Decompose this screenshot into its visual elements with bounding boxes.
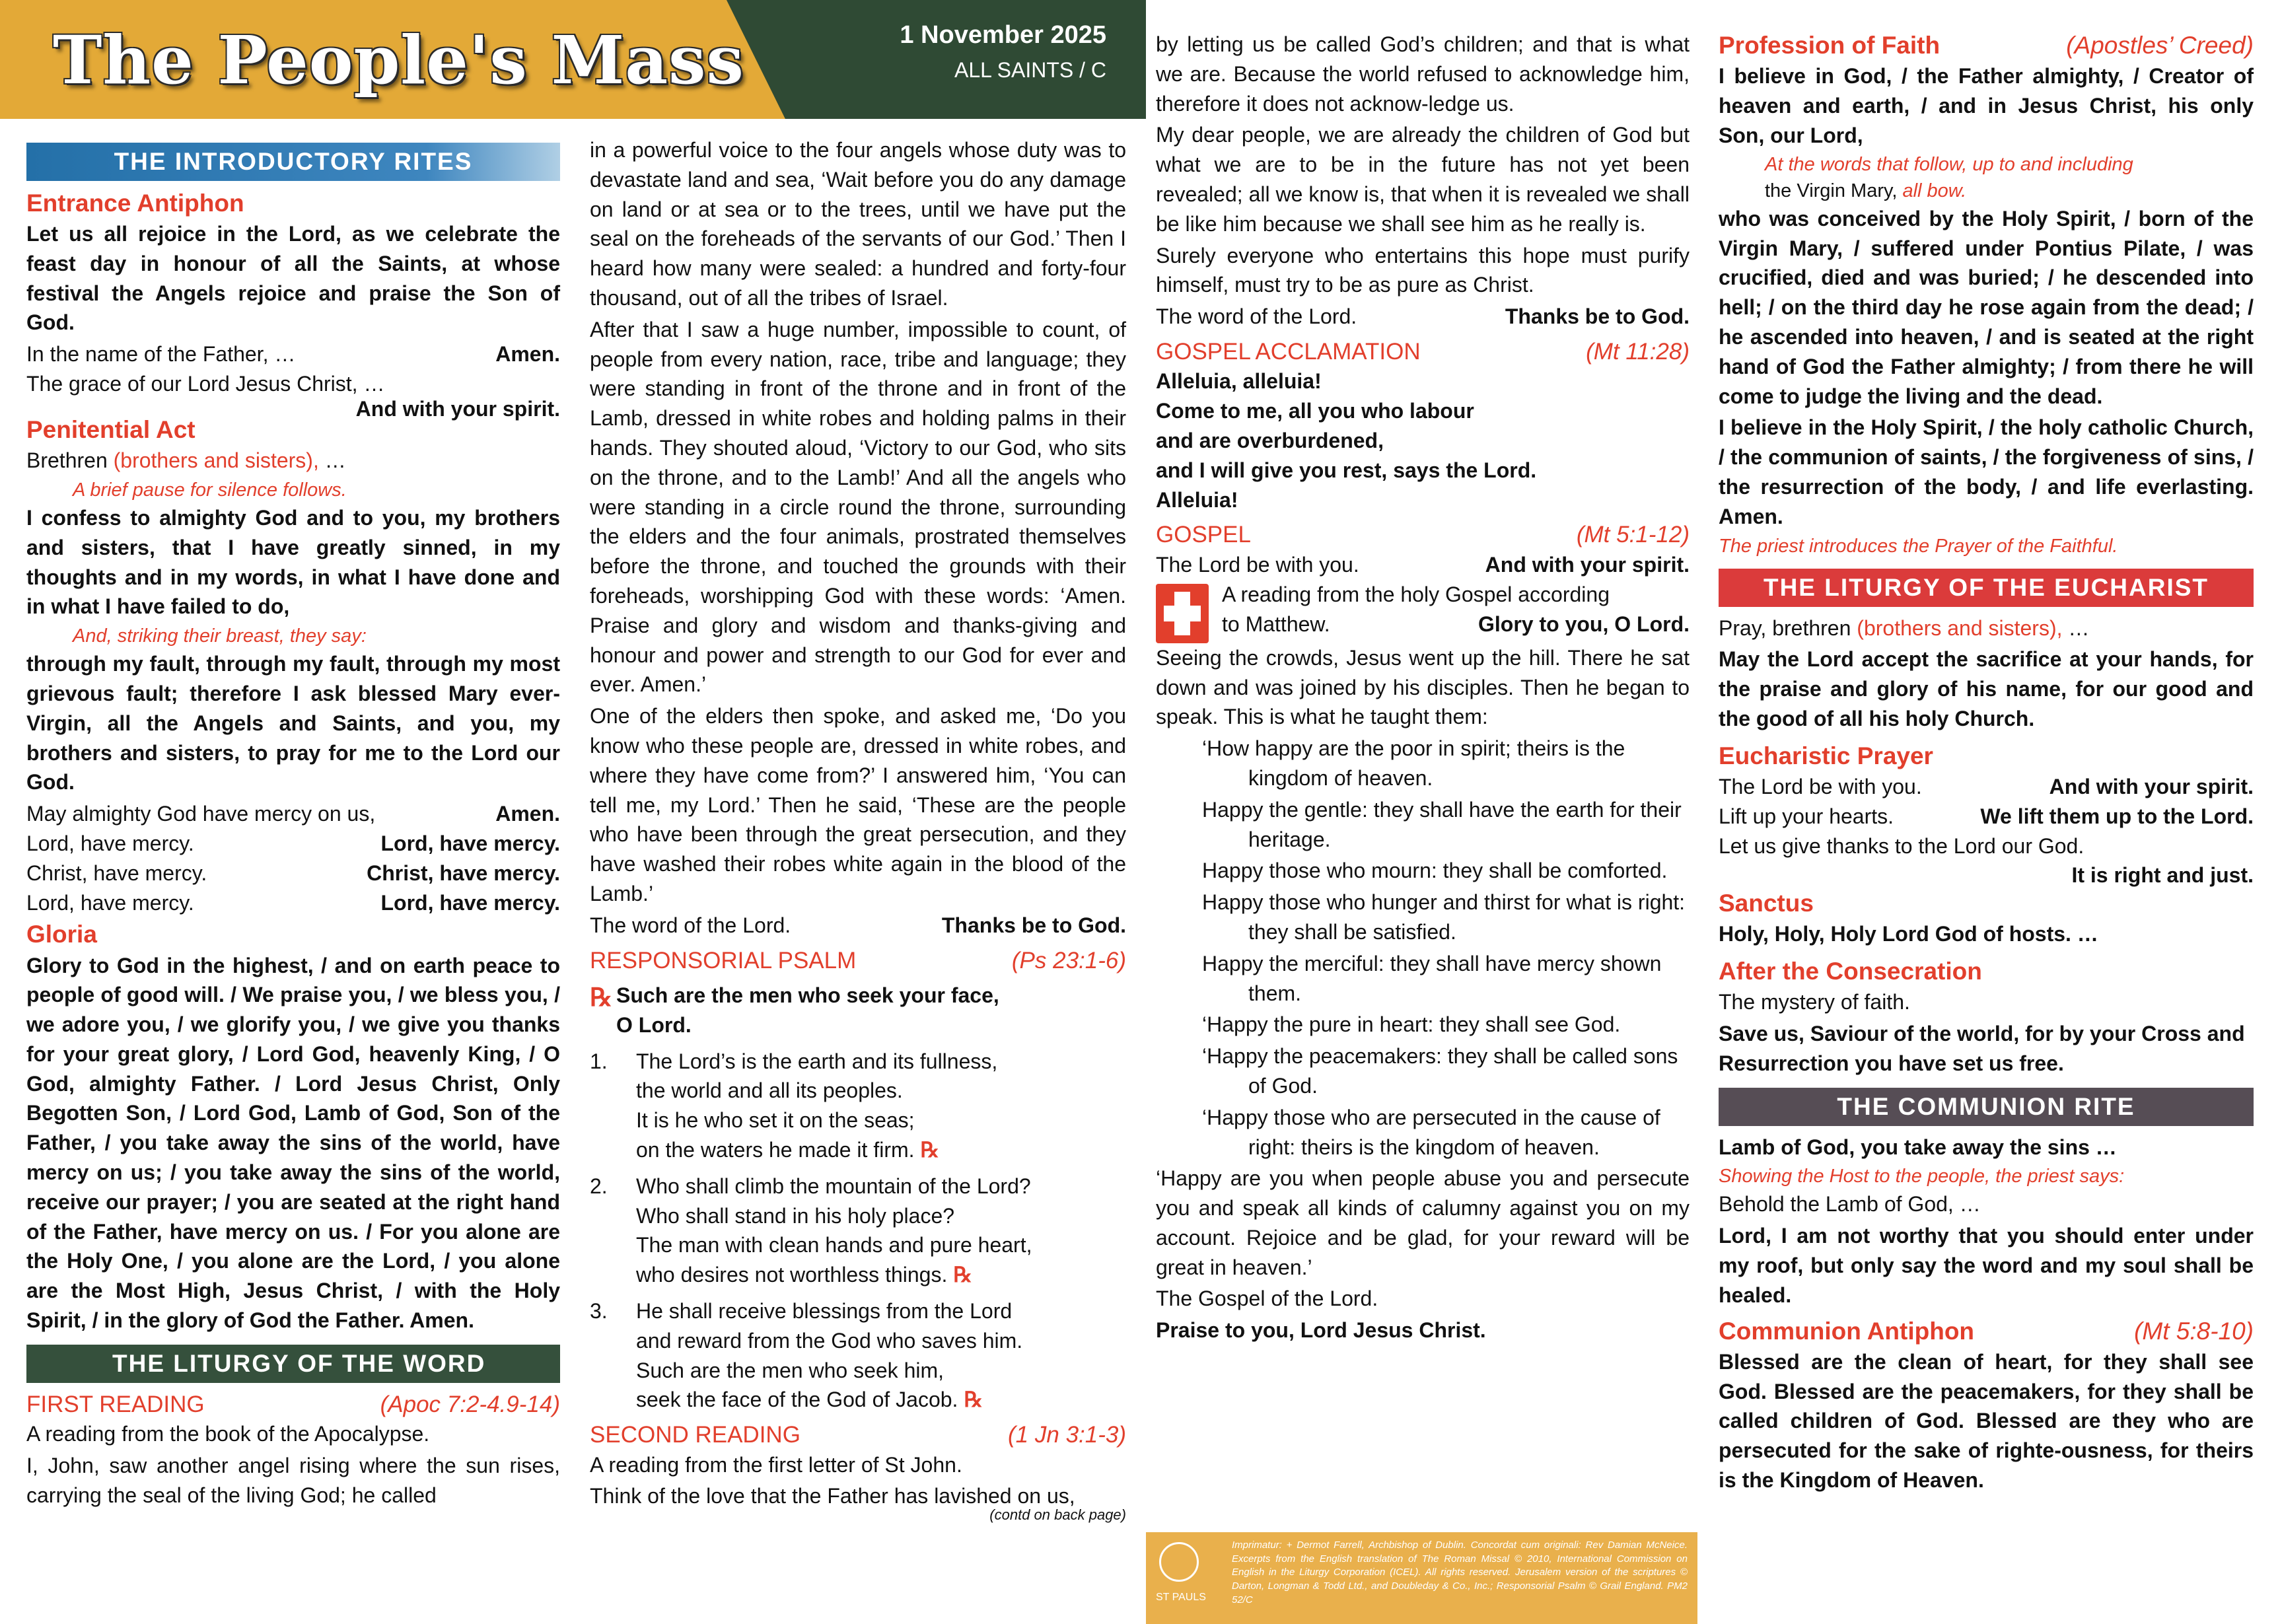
bow-instruction: At the words that follow, up to and including: [1765, 154, 2133, 176]
behold-lamb: Behold the Lamb of God, …: [1719, 1192, 1981, 1217]
entrance-antiphon-text: Let us all rejoice in the Lord, as we celebrate the feast day in honour of all the Saints, at whose festival the Angels rejoice and praise the Son of God.: [26, 222, 560, 335]
gospel-text-1: Seeing the crowds, Jesus went up the hill. There he sat down and was joined by his disciples. Then he began to speak. This is what he taught them:: [1156, 645, 1690, 729]
preface-dialogue-2: [1719, 802, 2254, 831]
response-line-2: O Lord.: [616, 1012, 692, 1037]
response-line-1: Such are the men who seek your face,: [616, 983, 999, 1008]
creed-part-1: I believe in God, / the Father almighty, / Creator of heaven and earth, / and in Jesus Christ, his only Son, our Lord,: [1719, 64, 2254, 147]
eucharistic-prayer-title: Eucharistic Prayer: [1719, 742, 1933, 769]
acclamation-line: Alleluia, alleluia!: [1156, 369, 1322, 394]
first-reading-cont-2: After that I saw a huge number, impossible to count, of people from every nation, race, tribe and language; they were standing in front of the throne and in front of the Lamb, dressed in white robes and holding palms in their hands. They shouted aloud, ‘Victory to our God, who sits on the throne, and to the Lamb!’ And all the angels who were standing in a circle round the throne, surrounding the elders and the four animals, prostrated themselves before the throne, and touched the grounds with their foreheads, worshipping God with these words: ‘Amen. Praise and glory and wisdom and thanks-giving and honour and power and strength to our God for ever and ever. Amen.’: [590, 317, 1126, 697]
second-reading-end-row: [1156, 302, 1690, 332]
gospel-announce-text: [1222, 580, 1690, 643]
amen-response: Amen.: [495, 342, 560, 367]
second-reading-ref: (1 Jn 3:1-3): [1008, 1422, 1126, 1448]
column-3: [1156, 30, 1690, 1347]
first-reading-end-row: [590, 911, 1126, 940]
sanctus-title: Sanctus: [1719, 890, 1814, 917]
absolution: May almighty God have mercy on us,: [26, 802, 376, 826]
profession-ref: (Apostles’ Creed): [2066, 32, 2254, 59]
beatitude: ‘Happy those who are persecuted in the cause of right: theirs is the kingdom of heaven.: [1202, 1105, 1660, 1159]
lift-up-hearts: Lift up your hearts.: [1719, 804, 1894, 828]
second-reading-cont-3: Surely everyone who entertains this hope must purify himself, must try to be as pure as Christ.: [1156, 243, 1690, 297]
reading-from: A reading from the holy Gospel according: [1222, 582, 1610, 606]
verse-line: Who shall climb the mountain of the Lord?: [636, 1174, 1031, 1198]
communion-antiphon-ref: (Mt 5:8-10): [2134, 1317, 2254, 1345]
second-reading-heading: [590, 1420, 1126, 1450]
response-symbol: ℞: [953, 1263, 972, 1287]
communion-antiphon-title: Communion Antiphon: [1719, 1317, 1975, 1345]
lord-be-with-you: The Lord be with you.: [1719, 774, 1922, 798]
gospel-announce: [1156, 580, 1690, 643]
psalm-verse-2: [590, 1172, 1126, 1290]
kyrie-row-1: [26, 829, 560, 859]
psalm-verse-1: [590, 1047, 1126, 1165]
profession-heading: [1719, 30, 2254, 61]
penitential-act-title: Penitential Act: [26, 415, 196, 443]
first-reading-intro: A reading from the book of the Apocalypse.: [26, 1422, 430, 1446]
verse-line: and reward from the God who saves him.: [636, 1328, 1023, 1353]
verse-lines: [636, 1172, 1032, 1290]
greeting: The grace of our Lord Jesus Christ, …: [26, 372, 385, 396]
word-of-the-lord: The word of the Lord.: [1156, 304, 1357, 329]
verse-number: 2.: [590, 1174, 608, 1198]
continued-note: (contd on back page): [989, 1506, 1126, 1524]
pray-ellipsis: …: [2062, 616, 2090, 640]
masthead-title: The People's Mass: [53, 21, 744, 99]
header-feast: ALL SAINTS / C: [954, 58, 1106, 82]
first-reading-title: FIRST READING: [26, 1391, 205, 1417]
cross-icon: [1156, 584, 1209, 643]
kyrie-2: Lord, have mercy.: [26, 890, 194, 915]
psalm-response: [590, 981, 1126, 1040]
christe: Christ, have mercy.: [26, 861, 207, 885]
sign-of-cross: In the name of the Father, …: [26, 342, 296, 367]
gloria-title: Gloria: [26, 921, 97, 948]
verse-line: [636, 1135, 997, 1165]
verse-lines: [636, 1296, 1022, 1415]
header-date: 1 November 2025: [900, 21, 1106, 49]
verse-line-text: seek the face of the God of Jacob.: [636, 1388, 958, 1412]
verse-line: It is he who set it on the seas;: [636, 1108, 915, 1133]
st-pauls-logo-icon: [1159, 1542, 1199, 1582]
beatitude: ‘Happy the pure in heart: they shall see God.: [1202, 1012, 1621, 1037]
acclamation-line: and are overburdened,: [1156, 429, 1384, 453]
greeting-response: And with your spirit.: [355, 396, 560, 421]
accept-sacrifice: May the Lord accept the sacrifice at your hands, for the praise and glory of his name, for our good and the good of all his holy Church.: [1719, 647, 2254, 731]
verse-line: Who shall stand in his holy place?: [636, 1203, 955, 1228]
communion-antiphon-heading: [1719, 1316, 2254, 1347]
response-symbol: ℞: [590, 984, 613, 1012]
gospel-of-the-lord: The Gospel of the Lord.: [1156, 1287, 1378, 1311]
verse-line-text: on the waters he made it firm.: [636, 1138, 915, 1162]
acclamation-text: [1156, 367, 1690, 514]
verse-line: the world and all its peoples.: [636, 1078, 903, 1103]
and-with-your-spirit: And with your spirit.: [1485, 552, 1690, 577]
rubric-striking: And, striking their breast, they say:: [73, 625, 367, 647]
response-symbol: ℞: [964, 1388, 983, 1412]
verse-line: [636, 1385, 1022, 1415]
first-reading-cont-1: in a powerful voice to the four angels whose duty was to devastate land and sea, ‘Wait before you do any damage on land or at sea or to the trees, until we have put the seal on the foreheads of the servants of our God.’ Then I heard how many were sealed: a hundred and forty-four thousand, out of all the tribes of Israel.: [590, 138, 1126, 310]
masthead-banner: [0, 0, 1146, 119]
rubric-pause: A brief pause for silence follows.: [73, 479, 347, 501]
sanctus-text: Holy, Holy, Holy Lord God of hosts. …: [1719, 922, 2098, 946]
kyrie-1: Lord, have mercy.: [26, 831, 194, 856]
communion-antiphon-text: Blessed are the clean of heart, for they shall see God. Blessed are the peacemakers, for they shall be called children of God. Blessed are they who are persecuted for the sake of righte-ousness, for theirs is the Kingdom of Heaven.: [1719, 1349, 2254, 1492]
profession-title: Profession of Faith: [1719, 32, 1941, 59]
acclamation-line: Alleluia!: [1156, 487, 1238, 512]
creed-part-2: who was conceived by the Holy Spirit, / born of the Virgin Mary, / suffered under Pontius Pilate, / was crucified, died and was buried; / he descended into hell; / on the third day he rose again from the dead; / he ascended into heaven, / and is seated at the right hand of God the Father almighty; / from there he will come to judge the living and the dead.: [1719, 206, 2254, 408]
acclamation-line: and I will give you rest, says the Lord.: [1156, 458, 1537, 482]
after-consecration-title: After the Consecration: [1719, 958, 1982, 985]
copyright-footer: [1146, 1532, 1697, 1624]
beatitude: ‘Happy the peacemakers: they shall be called sons of God.: [1202, 1044, 1678, 1098]
rubric-bow: [1719, 152, 2254, 203]
verse-line: Such are the men who seek him,: [636, 1358, 944, 1382]
absolution-amen: Amen.: [495, 802, 560, 826]
confiteor-fault: through my fault, through my fault, through my most grievous fault; therefore I ask blessed Mary ever-Virgin, all the Angels and Saints, and you, my brothers and sisters, to pray for me to the Lord our God.: [26, 652, 560, 794]
bow-virgin-mary: the Virgin Mary,: [1765, 180, 1898, 201]
first-reading-heading: [26, 1390, 560, 1420]
mystery-of-faith: The mystery of faith.: [1719, 990, 1910, 1014]
band-introductory-rites: THE INTRODUCTORY RITES: [26, 143, 560, 181]
second-reading-cont-2: My dear people, we are already the children of God but what we are to be in the future has not yet been revealed; all we know is, that when it is revealed we shall be like him because we shall see him as he really is.: [1156, 123, 1690, 236]
according-row: [1222, 610, 1690, 639]
brethren-line: [26, 446, 560, 476]
christe-row: [26, 859, 560, 888]
gloria-text: Glory to God in the highest, / and on earth peace to people of good will. / We praise you, / we bless you, / we adore you, / we glorify you, / we give you thanks for your great glory, / Lord God, heavenly King, / O God, almighty Father. / Lord Jesus Christ, Only Begotten Son, / Lord God, Lamb of God, Son of the Father, / you take away the sins of the world, have mercy on us; / you take away the sins of the world, receive our prayer; / you are seated at the right hand of the Father, have mercy on us. / For you alone are the Holy One, / you alone are the Lord, / you alone are the Most High, Jesus Christ, / with the Holy Spirit, / in the glory of God the Father. Amen.: [26, 953, 560, 1333]
gospel-title: GOSPEL: [1156, 522, 1251, 548]
christe-response: Christ, have mercy.: [367, 861, 560, 885]
first-reading-text: I, John, saw another angel rising where the sun rises, carrying the seal of the living God; he called: [26, 1454, 560, 1507]
not-worthy: Lord, I am not worthy that you should enter under my roof, but only say the word and my soul shall be healed.: [1719, 1224, 2254, 1307]
psalm-heading: [590, 946, 1126, 976]
publisher-name: ST PAULS: [1156, 1592, 1206, 1603]
glory-to-you: Glory to you, O Lord.: [1478, 612, 1690, 636]
acclamation-heading: [1156, 337, 1690, 367]
thanks-be-to-god: Thanks be to God.: [941, 913, 1126, 937]
lift-response: We lift them up to the Lord.: [1980, 804, 2254, 828]
preface-dialogue-1: [1719, 772, 2254, 802]
pray-parenthetical: (brothers and sisters),: [1857, 616, 2063, 640]
beatitude: Happy the merciful: they shall have mercy shown them.: [1202, 951, 1662, 1005]
beatitude: Happy the gentle: they shall have the earth for their heritage.: [1202, 797, 1682, 851]
save-us-text: Save us, Saviour of the world, for by your Cross and Resurrection you have set us free.: [1719, 1021, 2245, 1075]
verse-line: [636, 1260, 1032, 1290]
gospel-heading: [1156, 520, 1690, 550]
acclamation-ref: (Mt 11:28): [1586, 338, 1690, 365]
verse-number: 1.: [590, 1049, 608, 1073]
bow-line: [1765, 178, 2254, 204]
gospel-text-2: ‘Happy are you when people abuse you and persecute you and speak all kinds of calumny against you on my account. Rejoice and be glad, for your reward will be great in heaven.’: [1156, 1166, 1690, 1279]
verse-lines: [636, 1047, 997, 1165]
kyrie-row-2: [26, 888, 560, 918]
psalm-ref: (Ps 23:1-6): [1011, 947, 1126, 973]
kyrie-1-response: Lord, have mercy.: [380, 831, 560, 856]
entrance-antiphon-title: Entrance Antiphon: [26, 190, 244, 217]
verse-line: The man with clean hands and pure heart,: [636, 1233, 1032, 1257]
first-reading-ref: (Apoc 7:2-4.9-14): [380, 1391, 560, 1417]
rubric-prayer-of-faithful: The priest introduces the Prayer of the Faithful.: [1719, 535, 2118, 557]
gospel-ref: (Mt 5:1-12): [1576, 522, 1690, 548]
gospel-greeting-row: [1156, 550, 1690, 580]
word-of-the-lord: The word of the Lord.: [590, 913, 791, 937]
column-1: [26, 139, 560, 1512]
verse-number: 3.: [590, 1298, 608, 1323]
praise-to-you: Praise to you, Lord Jesus Christ.: [1156, 1318, 1486, 1343]
absolution-row: [26, 799, 560, 829]
confiteor-text: I confess to almighty God and to you, my brothers and sisters, that I have greatly sinned, in my thoughts and in my words, in what I have done and in what I have failed to do,: [26, 505, 560, 619]
brethren-text: Brethren: [26, 448, 108, 472]
to-matthew: to Matthew.: [1222, 612, 1330, 636]
verse-line: He shall receive blessings from the Lord: [636, 1298, 1013, 1323]
give-thanks: Let us give thanks to the Lord our God.: [1719, 833, 2084, 858]
second-reading-title: SECOND READING: [590, 1422, 801, 1448]
and-with-your-spirit: And with your spirit.: [2049, 774, 2254, 798]
verse-line: The Lord’s is the earth and its fullness,: [636, 1049, 998, 1073]
second-reading-text: Think of the love that the Father has lavished on us,: [590, 1484, 1075, 1508]
acclamation-title: GOSPEL ACCLAMATION: [1156, 338, 1421, 365]
brethren-ellipsis: …: [318, 448, 346, 472]
penitential-row: [26, 396, 560, 446]
psalm-response-text: [616, 981, 999, 1040]
second-reading-intro: A reading from the first letter of St John.: [590, 1452, 962, 1477]
pray-text: Pray, brethren: [1719, 616, 1851, 640]
lord-be-with-you: The Lord be with you.: [1156, 552, 1359, 577]
acclamation-line: Come to me, all you who labour: [1156, 399, 1474, 423]
second-reading-cont-1: by letting us be called God’s children; and that is what we are. Because the world refused to acknowledge him, therefore it does not acknow-ledge us.: [1156, 32, 1690, 116]
psalm-title: RESPONSORIAL PSALM: [590, 947, 857, 973]
kyrie-2-response: Lord, have mercy.: [380, 890, 560, 915]
right-and-just: It is right and just.: [2071, 863, 2254, 888]
band-liturgy-of-eucharist: THE LITURGY OF THE EUCHARIST: [1719, 569, 2254, 607]
beatitude: Happy those who hunger and thirst for what is right: they shall be satisfied.: [1202, 890, 1686, 944]
creed-part-3: I believe in the Holy Spirit, / the holy catholic Church, / the communion of saints, / the forgiveness of sins, / the resurrection of the body, / and life everlasting. Amen.: [1719, 415, 2254, 528]
beatitudes: [1156, 734, 1690, 1162]
brothers-parenthetical: (brothers and sisters),: [113, 448, 319, 472]
band-liturgy-of-the-word: THE LITURGY OF THE WORD: [26, 1345, 560, 1383]
psalm-verse-3: [590, 1296, 1126, 1415]
response-symbol: ℞: [920, 1138, 940, 1162]
verse-line-text: who desires not worthless things.: [636, 1263, 948, 1287]
lamb-of-god: Lamb of God, you take away the sins …: [1719, 1135, 2117, 1159]
beatitude: ‘How happy are the poor in spirit; theirs is the kingdom of heaven.: [1202, 736, 1625, 790]
column-2: [590, 135, 1126, 1526]
sign-of-cross-row: [26, 339, 560, 369]
copyright-text: Imprimatur: + Dermot Farrell, Archbishop of Dublin. Concordat cum originali: Rev Damian McNeice. Excerpts from the English translation of The Roman Missal © 2010, International Commission on English in the Liturgy Corporation (ICEL). All rights reserved. Jerusalem version of the scriptures © Darton, Longman & Todd Ltd., and Doubleday & Co., Inc.; Responsorial Psalm © Grail England. PM2 52/C: [1232, 1539, 1688, 1606]
rubric-showing-host: Showing the Host to the people, the priest says:: [1719, 1166, 2125, 1187]
beatitude: Happy those who mourn: they shall be comforted.: [1202, 859, 1668, 883]
bow-all: all bow.: [1902, 180, 1967, 201]
first-reading-cont-3: One of the elders then spoke, and asked me, ‘Do you know who these people are, dressed in white robes, and where they have come from?’ I answered him, ‘You can tell me, my Lord.’ Then he said, ‘These are the people who have been through the great persecution, and they have washed their robes white again in the blood of the Lamb.’: [590, 704, 1126, 905]
pray-brethren: [1719, 614, 2254, 643]
column-4: [1719, 30, 2254, 1497]
thanks-be-to-god: Thanks be to God.: [1505, 304, 1690, 329]
band-communion-rite: THE COMMUNION RITE: [1719, 1088, 2254, 1126]
